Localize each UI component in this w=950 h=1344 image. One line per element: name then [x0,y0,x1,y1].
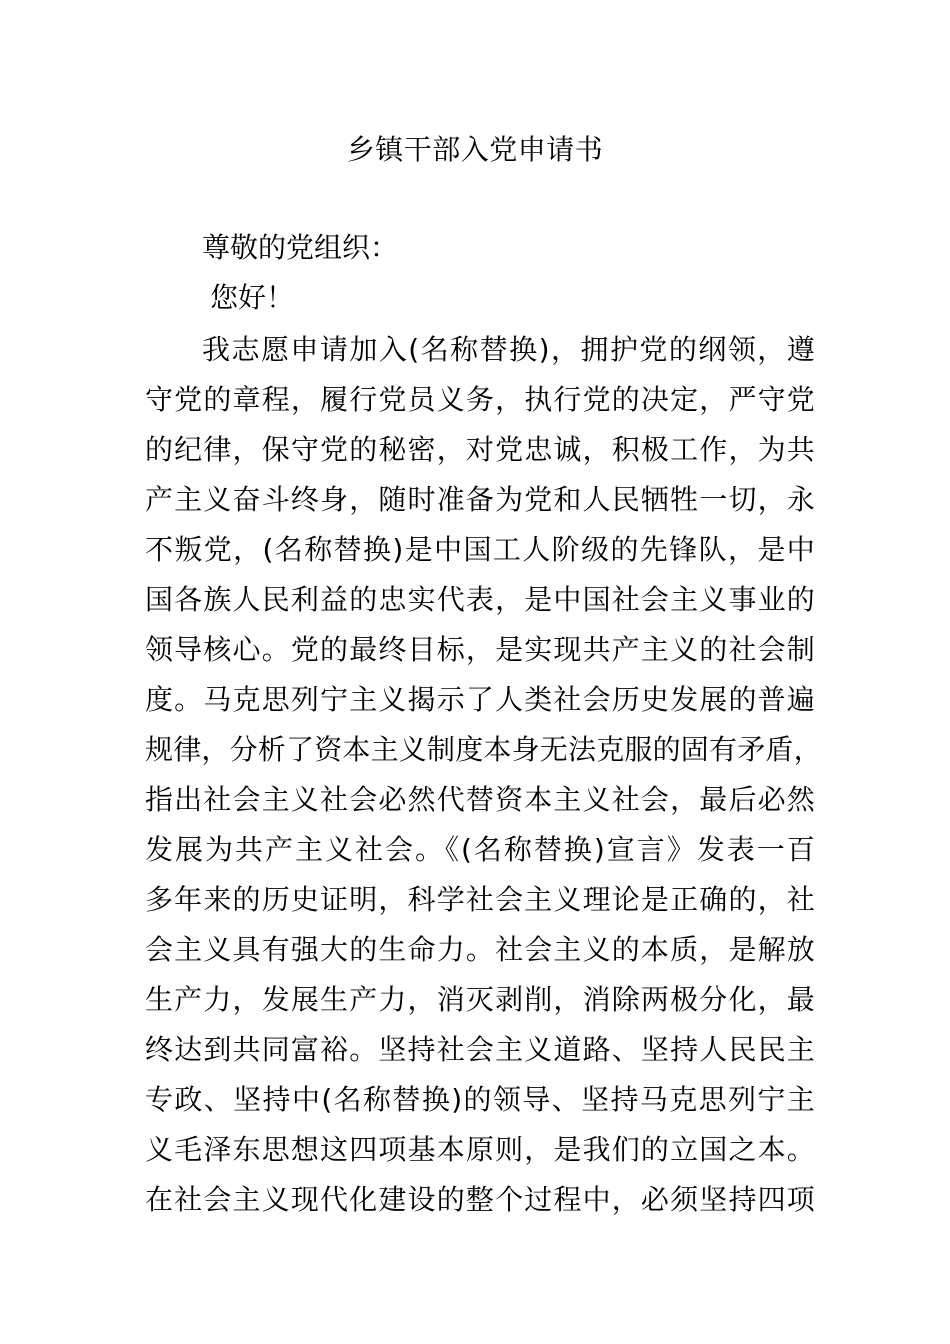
body-line: 发展为共产主义社会。《(名称替换)宣言》发表一百 [145,833,815,866]
body-line: 在社会主义现代化建设的整个过程中，必须坚持四项 [145,1183,815,1216]
body-line: 专政、坚持中(名称替换)的领导、坚持马克思列宁主 [145,1083,815,1116]
body-line: 会主义具有强大的生命力。社会主义的本质，是解放 [145,933,815,966]
greeting: 您好！ [210,281,295,314]
salutation: 尊敬的党组织： [202,231,399,264]
body-text [145,330,822,1230]
body-line: 指出社会主义社会必然代替资本主义社会，最后必然 [145,783,815,816]
body-line: 度。马克思列宁主义揭示了人类社会历史发展的普遍 [145,683,815,716]
body-line: 义毛泽东思想这四项基本原则，是我们的立国之本。 [145,1133,815,1166]
body-line: 产主义奋斗终身，随时准备为党和人民牺牲一切，永 [145,483,815,516]
body-line: 规律，分析了资本主义制度本身无法克服的固有矛盾， [145,733,822,766]
body-line: 终达到共同富裕。坚持社会主义道路、坚持人民民主 [145,1033,815,1066]
body-line: 的纪律，保守党的秘密，对党忠诚，积极工作，为共 [145,433,815,466]
document-title: 乡镇干部入党申请书 [346,133,604,166]
body-line: 我志愿申请加入(名称替换)，拥护党的纲领，遵 [202,333,815,366]
body-line: 多年来的历史证明，科学社会主义理论是正确的，社 [145,883,815,916]
body-line: 守党的章程，履行党员义务，执行党的决定，严守党 [145,383,815,416]
body-line: 生产力，发展生产力，消灭剥削，消除两极分化，最 [145,983,815,1016]
body-line: 领导核心。党的最终目标，是实现共产主义的社会制 [145,633,815,666]
body-line: 国各族人民利益的忠实代表，是中国社会主义事业的 [145,583,815,616]
body-line: 不叛党，(名称替换)是中国工人阶级的先锋队，是中 [145,533,815,566]
